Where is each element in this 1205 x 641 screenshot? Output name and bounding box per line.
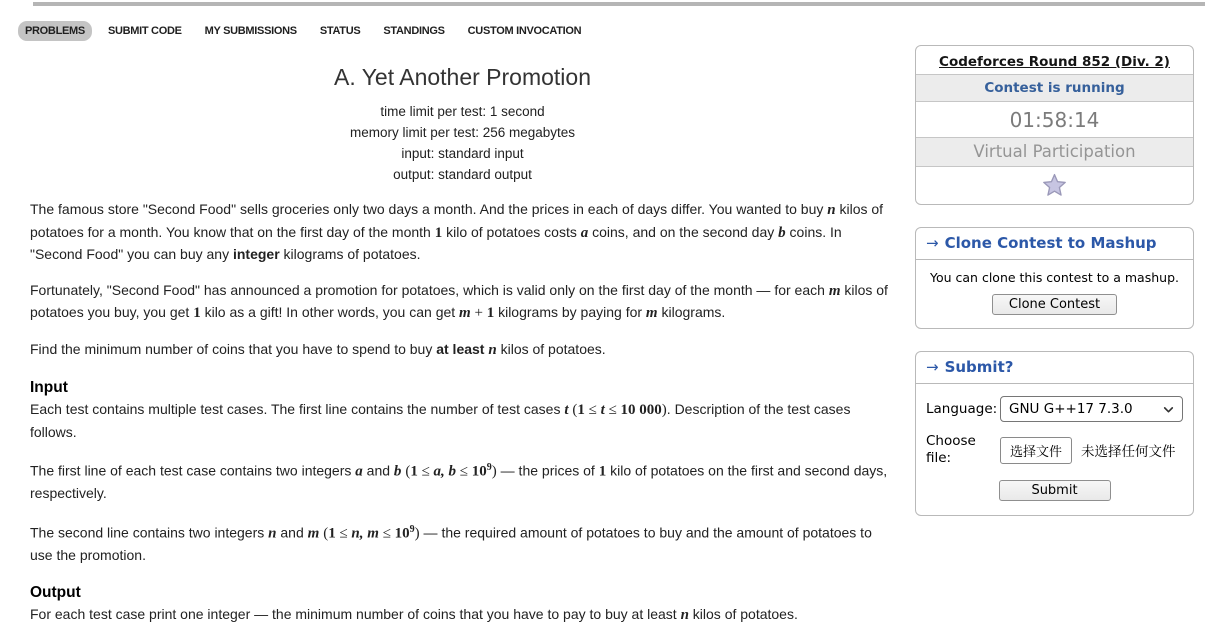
choose-file-row	[926, 433, 1183, 467]
star-icon[interactable]	[1042, 173, 1067, 197]
tab-custom-invocation[interactable]: CUSTOM INVOCATION	[467, 25, 582, 37]
contest-status: Contest is running	[916, 75, 1193, 102]
output-heading: Output	[30, 584, 81, 602]
problem-title: A. Yet Another Promotion	[333, 64, 591, 90]
statement-paragraph: The famous store "Second Food" sells groceries only two days a month. And the prices in each of days differ. You wanted to buy n kilos of potatoes for a month. You know that on the first day of the month 1 kilo of potatoes costs a coins, and on the second day b coins. In "Second Food" you can buy any integer kilograms of potatoes.	[30, 201, 884, 262]
clone-box-title[interactable]: Clone Contest to Mashup	[944, 234, 1157, 252]
file-status-text: 未选择任何文件	[1081, 444, 1176, 460]
input-paragraph: Each test contains multiple test cases. The first line contains the number of test cases t (1 ≤ t ≤ 10 000). Description of the test cases follows.	[30, 401, 851, 440]
input-heading: Input	[30, 379, 68, 396]
language-select[interactable]	[1000, 396, 1183, 422]
submit-box	[915, 351, 1194, 516]
contest-timer: 01:58:14	[916, 102, 1193, 138]
submit-box-title[interactable]: Submit?	[944, 358, 1014, 376]
input-paragraph: The first line of each test case contains two integers a and b (1 ≤ a, $b \le 10^9$) — the prices of 1 kilo of potatoes on the first and second days, respectively.	[30, 462, 888, 502]
tab-standings[interactable]: STANDINGS	[383, 25, 445, 37]
input-spec: input: standard input	[401, 146, 524, 161]
clone-box-text: You can clone this contest to a mashup.	[930, 270, 1179, 285]
choose-file-button[interactable]: 选择文件	[1000, 437, 1072, 464]
submit-row	[926, 478, 1183, 501]
clone-contest-box	[915, 227, 1194, 329]
output-paragraph: For each test case print one integer — the minimum number of coins that you have to pay to buy at least n kilos of potatoes.	[30, 606, 798, 624]
tab-problems[interactable]: PROBLEMS	[18, 21, 92, 41]
submit-box-header	[916, 352, 1193, 384]
sidebar	[915, 45, 1194, 538]
submit-button[interactable]: Submit	[999, 480, 1111, 501]
contest-info-box	[915, 45, 1194, 205]
submit-box-body	[916, 384, 1193, 515]
tab-my-submissions[interactable]: MY SUBMISSIONS	[204, 25, 297, 37]
memory-limit: memory limit per test: 256 megabytes	[349, 125, 576, 140]
arrow-right-icon: →	[926, 358, 939, 376]
language-row	[926, 396, 1183, 422]
contest-title-row	[916, 46, 1193, 75]
language-selected-value: GNU G++17 7.3.0	[1009, 401, 1133, 417]
clone-box-body	[916, 260, 1193, 328]
contest-link[interactable]: Codeforces Round 852 (Div. 2)	[939, 54, 1170, 70]
tab-status[interactable]: STATUS	[319, 25, 361, 37]
choose-file-label: Choose file:	[926, 433, 976, 466]
language-label: Language:	[926, 400, 998, 417]
tab-submit-code[interactable]: SUBMIT CODE	[107, 25, 182, 37]
statement-paragraph: Fortunately, "Second Food" has announced a promotion for potatoes, which is valid only on the first day of the month — for each m kilos of potatoes you buy, you get 1 kilo as a gift! In other words, you can get m + 1 kilograms by paying for m kilograms.	[30, 281, 888, 321]
chevron-down-icon	[1162, 403, 1175, 416]
output-spec: output: standard output	[393, 167, 532, 182]
contest-tab-bar	[18, 21, 588, 41]
input-paragraph: The second line contains two integers n and m (1 ≤ n, $m \le 10^9$) — the required amount of potatoes to buy and the amount of potatoes to use the promotion.	[30, 523, 872, 563]
virtual-participation-label: Virtual Participation	[916, 138, 1193, 167]
page-top-divider	[33, 2, 1205, 6]
statement-paragraph: Find the minimum number of coins that you have to spend to buy at least n kilos of potatoes.	[30, 340, 606, 358]
arrow-right-icon: →	[926, 234, 939, 252]
favorite-star-row	[916, 167, 1193, 204]
clone-contest-button[interactable]: Clone Contest	[992, 294, 1117, 315]
problem-statement	[30, 56, 895, 641]
clone-box-header	[916, 228, 1193, 260]
time-limit: time limit per test: 1 second	[380, 104, 545, 119]
